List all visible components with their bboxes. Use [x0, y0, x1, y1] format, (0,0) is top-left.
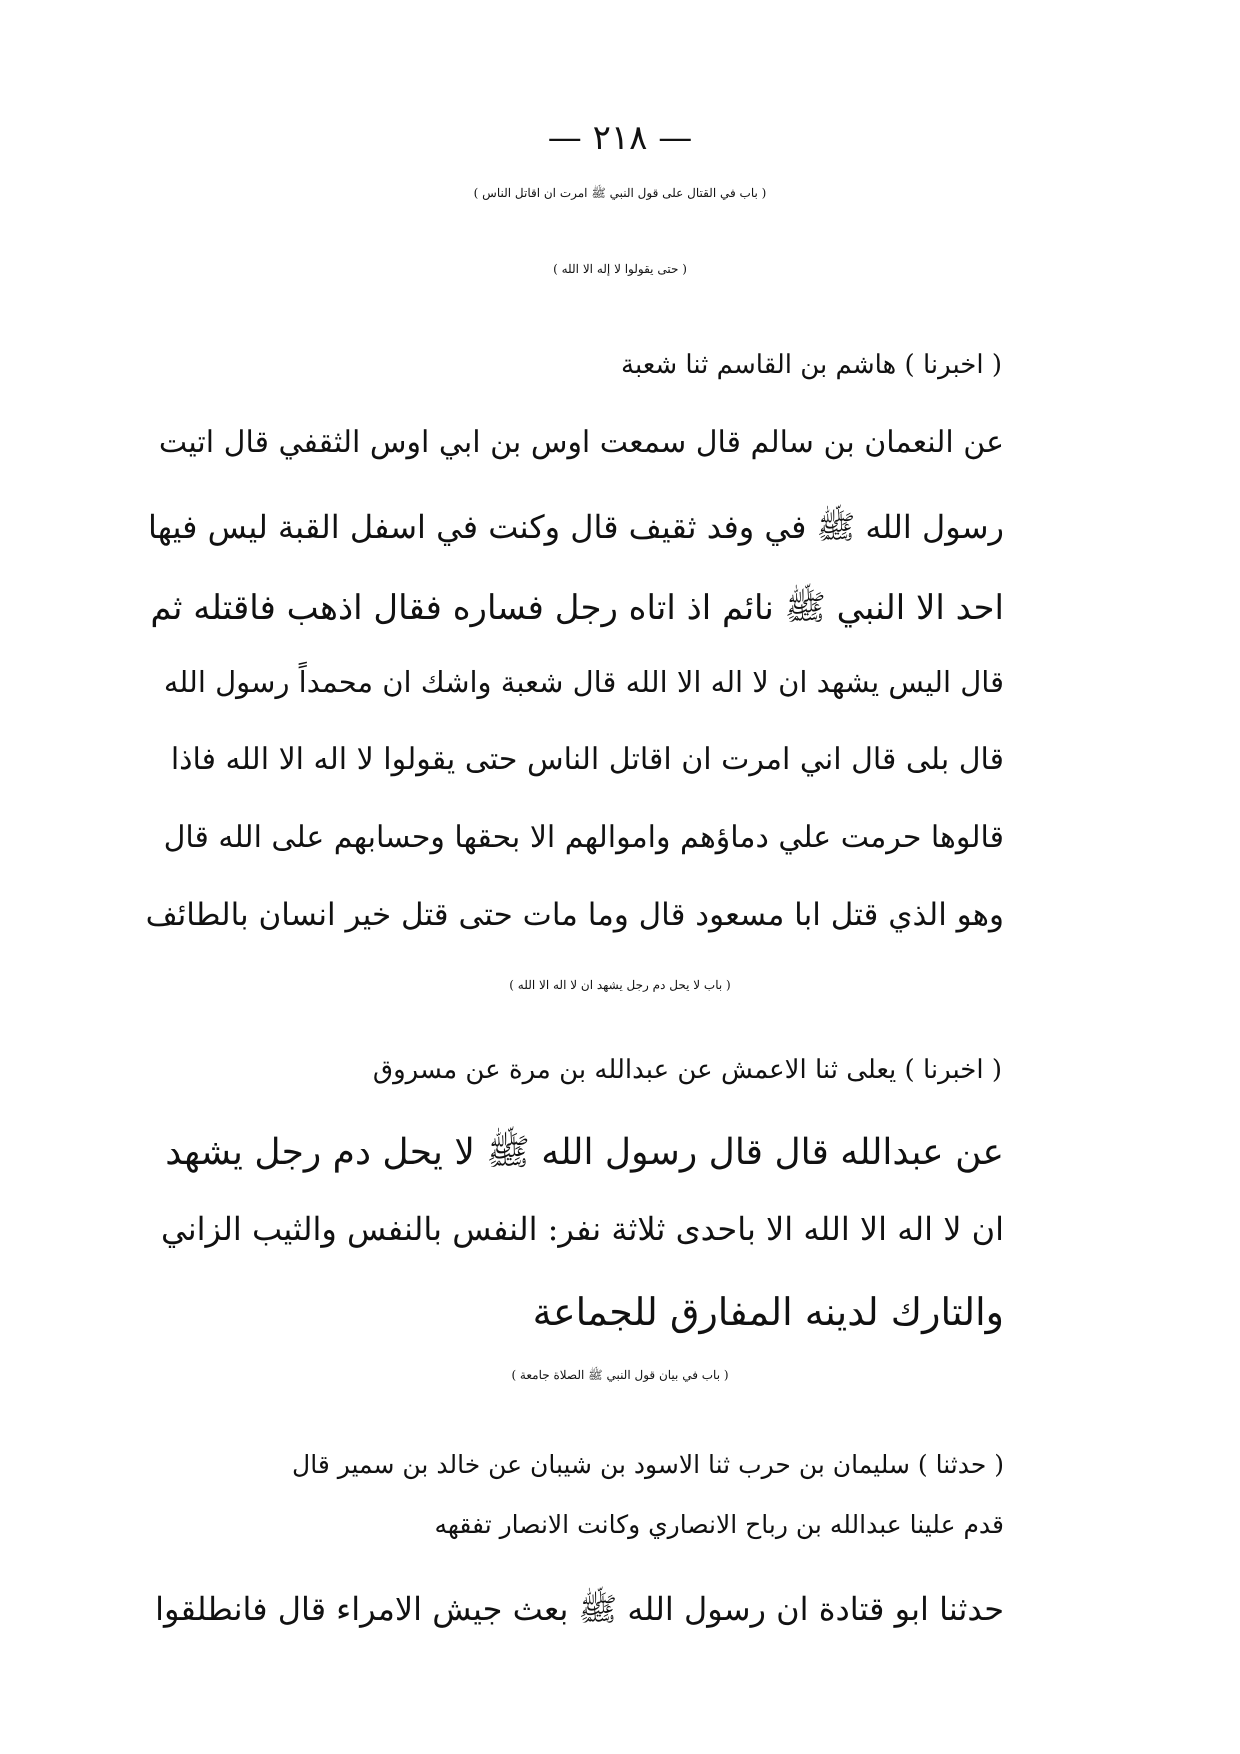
chapter-heading-3: ( باب في بيان قول النبي ﷺ الصلاة جامعة ) [511, 1368, 729, 1382]
hadith-2-line: والتارك لدينه المفارق للجماعة [532, 1290, 1004, 1334]
hadith-1-line: قالوها حرمت علي دماؤهم واموالهم الا بحقها وحسابهم على الله قال [163, 820, 1004, 855]
chapter-heading-1-line-1: ( باب في القتال على قول النبي ﷺ امرت ان اقاتل الناس ) [473, 186, 767, 200]
hadith-3-line: حدثنا ابو قتادة ان رسول الله ﷺ بعث جيش الامراء قال فانطلقوا [155, 1590, 1004, 1628]
hadith-1-line: وهو الذي قتل ابا مسعود قال وما مات حتى قتل خير انسان بالطائف [145, 897, 1004, 933]
isnad-3-line: ( حدثنا ) سليمان بن حرب ثنا الاسود بن شيبان عن خالد بن سمير قال [292, 1450, 1004, 1479]
chapter-heading-1-line-2: ( حتى يقولوا لا إله الا الله ) [553, 262, 687, 276]
hadith-1-line: قال بلى قال اني امرت ان اقاتل الناس حتى يقولوا لا اله الا الله فاذا [170, 742, 1004, 777]
hadith-1-line: احد الا النبي ﷺ نائم اذ اتاه رجل فساره فقال اذهب فاقتله ثم [150, 588, 1004, 628]
chapter-heading-2: ( باب لا يحل دم رجل يشهد ان لا اله الا الله ) [509, 978, 731, 992]
page-number: — ٢١٨ — [547, 118, 693, 158]
hadith-2-line: عن عبدالله قال قال رسول الله ﷺ لا يحل دم رجل يشهد [165, 1132, 1004, 1173]
hadith-2-line: ان لا اله الا الله الا باحدى ثلاثة نفر: النفس بالنفس والثيب الزاني [161, 1210, 1004, 1248]
isnad-1: ( اخبرنا ) هاشم بن القاسم ثنا شعبة [621, 350, 1002, 380]
isnad-2: ( اخبرنا ) يعلى ثنا الاعمش عن عبدالله بن مرة عن مسروق [372, 1055, 1002, 1085]
hadith-1-line: قال اليس يشهد ان لا اله الا الله قال شعبة واشك ان محمداً رسول الله [163, 665, 1004, 699]
hadith-1-line: رسول الله ﷺ في وفد ثقيف قال وكنت في اسفل القبة ليس فيها [148, 508, 1004, 546]
hadith-1-line: عن النعمان بن سالم قال سمعت اوس بن ابي اوس الثقفي قال اتيت [158, 425, 1004, 460]
isnad-3-line: قدم علينا عبدالله بن رباح الانصاري وكانت الانصار تفقهه [434, 1510, 1004, 1539]
